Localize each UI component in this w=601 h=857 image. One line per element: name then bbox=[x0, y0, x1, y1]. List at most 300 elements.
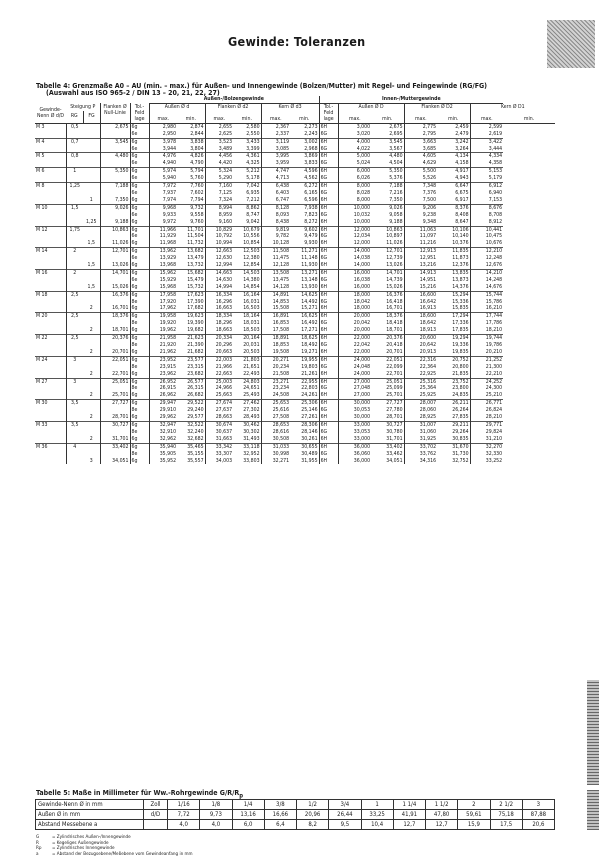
table-cell: 17,786 bbox=[470, 320, 503, 327]
table-row bbox=[35, 421, 555, 428]
table-row bbox=[35, 443, 555, 450]
table-cell: 14,000 bbox=[338, 248, 371, 255]
table-cell: 20,503 bbox=[243, 348, 260, 355]
thread-size-cell bbox=[35, 131, 66, 138]
table4 bbox=[35, 96, 555, 464]
size-cell: 1 1/2 bbox=[426, 800, 458, 810]
table-cell: 23,952 bbox=[149, 356, 177, 363]
table-cell: 2,367 bbox=[261, 123, 290, 130]
table-cell: 2,874 bbox=[190, 123, 204, 130]
table-cell: 16,503 bbox=[243, 305, 260, 312]
table-cell: 35,940 bbox=[149, 443, 177, 450]
table-cell: 9,933 bbox=[149, 212, 177, 219]
table-cell: 6H bbox=[319, 240, 338, 247]
table-cell: 31,493 bbox=[243, 435, 260, 442]
table-row bbox=[35, 378, 555, 385]
table-cell: 6G bbox=[319, 277, 338, 284]
table-cell: 13,962 bbox=[149, 248, 177, 255]
col-header-flanken-spacer bbox=[100, 116, 130, 123]
table-cell bbox=[66, 342, 83, 349]
table-cell: 14,951 bbox=[404, 277, 437, 284]
table-cell: 6g bbox=[130, 226, 149, 233]
table-cell: 15,835 bbox=[452, 305, 469, 312]
table-cell: 6G bbox=[319, 175, 338, 182]
table-cell: 11,968 bbox=[149, 240, 177, 247]
table-cell: 17,508 bbox=[261, 327, 290, 334]
table-cell: 4,480 bbox=[371, 153, 404, 160]
table-cell: 2,479 bbox=[455, 130, 469, 137]
table-cell: 6g bbox=[130, 248, 149, 255]
table-cell: 5,290 bbox=[205, 175, 233, 182]
table-cell: 6g bbox=[130, 378, 149, 385]
table-cell bbox=[83, 356, 100, 363]
table-cell: 18,000 bbox=[338, 291, 371, 298]
table-cell: 6H bbox=[319, 371, 338, 378]
table-cell: 25,306 bbox=[290, 400, 319, 407]
table-cell: 3,545 bbox=[371, 138, 404, 145]
table-cell bbox=[100, 407, 130, 414]
table-cell: 1 bbox=[89, 196, 93, 203]
legend-key: G bbox=[36, 835, 40, 840]
table-cell: 18,600 bbox=[404, 313, 437, 320]
table-cell bbox=[66, 146, 83, 153]
table-cell: 26,264 bbox=[452, 407, 469, 414]
table-cell: 15,968 bbox=[149, 284, 177, 291]
table-cell: 12,913 bbox=[404, 248, 437, 255]
table-cell: 6e bbox=[130, 255, 149, 262]
outer-diameter-cell: 26,44 bbox=[329, 810, 361, 820]
table-row bbox=[35, 414, 555, 421]
table-cell bbox=[66, 371, 83, 378]
table-cell bbox=[83, 385, 100, 392]
table-cell: 17,271 bbox=[301, 327, 318, 334]
table-cell: 18,418 bbox=[386, 320, 403, 327]
table-cell: 2,337 bbox=[261, 131, 290, 138]
table-cell: 21,966 bbox=[205, 364, 233, 371]
col-header-max: max. bbox=[261, 116, 290, 123]
row-unit: Zoll bbox=[144, 800, 168, 810]
table-cell: 6g bbox=[130, 123, 149, 130]
col-header-aussen-d: Außen Ø d bbox=[149, 103, 205, 110]
table-cell: 12,854 bbox=[243, 262, 260, 269]
table-cell: 8e bbox=[130, 385, 149, 392]
table-cell: 7,823 bbox=[304, 211, 318, 218]
table-cell: 15,026 bbox=[100, 284, 130, 291]
table-cell: 28,306 bbox=[290, 421, 319, 428]
table-cell bbox=[100, 277, 130, 284]
table-cell: 10,679 bbox=[233, 226, 261, 233]
table-cell: 11,701 bbox=[177, 226, 205, 233]
table-cell: 30,655 bbox=[290, 443, 319, 450]
table-row bbox=[35, 305, 555, 312]
table-cell: 20,271 bbox=[261, 356, 290, 363]
table-cell: 24,803 bbox=[233, 378, 261, 385]
table-row bbox=[35, 168, 555, 175]
table-cell: 22,364 bbox=[404, 364, 437, 371]
table-cell: 18,296 bbox=[205, 320, 233, 327]
table-cell: 26,315 bbox=[187, 385, 204, 392]
table-cell: 32,962 bbox=[149, 436, 177, 443]
table-cell: 20,418 bbox=[386, 342, 403, 348]
col-header-aussen-D: Außen Ø D bbox=[338, 103, 404, 110]
table-row bbox=[35, 451, 555, 458]
table-cell bbox=[100, 233, 130, 240]
table-cell: 15,026 bbox=[386, 283, 403, 290]
table-cell: 7,125 bbox=[205, 190, 233, 197]
thread-size-cell bbox=[35, 160, 66, 167]
table-row bbox=[35, 262, 555, 269]
table-cell: 23,682 bbox=[187, 370, 204, 377]
table-cell: 6g bbox=[130, 269, 149, 276]
table-cell: 18,663 bbox=[205, 327, 233, 334]
table-row bbox=[35, 277, 555, 284]
distance-cell: 12,7 bbox=[393, 820, 425, 830]
table-cell: 5,940 bbox=[149, 175, 177, 182]
table-cell: 11,508 bbox=[261, 248, 290, 255]
table-cell: 23,915 bbox=[149, 364, 177, 371]
table-row bbox=[35, 429, 555, 436]
table-cell: 13,148 bbox=[301, 276, 318, 283]
table-cell: 6H bbox=[319, 400, 338, 407]
table-cell: 11,097 bbox=[404, 233, 437, 240]
table-cell: 5,974 bbox=[149, 168, 177, 175]
table-cell: 1,5 bbox=[87, 262, 95, 269]
col-header-min: min. bbox=[371, 116, 404, 123]
table-cell: 28,616 bbox=[261, 429, 290, 436]
table-cell: 25,364 bbox=[404, 385, 437, 392]
table-cell bbox=[83, 183, 100, 190]
table-cell: 29,962 bbox=[149, 414, 177, 421]
table-cell: 31,925 bbox=[404, 436, 437, 443]
table-cell: 32,910 bbox=[149, 429, 177, 436]
table-cell: 5,350 bbox=[371, 168, 404, 175]
table-cell: 33,402 bbox=[100, 443, 130, 450]
table-cell: 6G bbox=[319, 407, 338, 414]
col-header-kern-d3: Kern Ø d3 bbox=[261, 103, 319, 110]
table-cell: 14,994 bbox=[205, 284, 233, 291]
table-cell: 3,545 bbox=[100, 138, 130, 145]
table-cell: 30,727 bbox=[100, 421, 130, 428]
table-cell: 36,000 bbox=[338, 443, 371, 450]
size-cell: 1/4 bbox=[232, 800, 264, 810]
distance-cell: 9,5 bbox=[329, 820, 361, 830]
table-cell: 35,952 bbox=[149, 458, 177, 465]
legend-text: = Kegeliges Außengewinde bbox=[52, 840, 109, 846]
table-row bbox=[35, 299, 555, 306]
table-cell: 5,178 bbox=[246, 175, 260, 182]
thread-size-cell bbox=[35, 219, 66, 226]
table-cell: 12,951 bbox=[404, 255, 437, 262]
table-cell: 22,803 bbox=[301, 385, 318, 392]
table-cell: 15,786 bbox=[470, 299, 503, 306]
table-cell: 2,459 bbox=[455, 123, 469, 130]
thread-size-cell bbox=[35, 299, 66, 306]
table-cell: 7,350 bbox=[100, 197, 130, 204]
table-cell: 6e bbox=[130, 160, 149, 167]
table-cell: 20,701 bbox=[100, 349, 130, 356]
table-row bbox=[35, 197, 555, 204]
table-cell: 23,234 bbox=[261, 385, 290, 392]
table-cell: 4,022 bbox=[338, 146, 371, 153]
table-cell: 16,296 bbox=[205, 299, 233, 306]
table-cell: 11,216 bbox=[404, 240, 437, 247]
table-cell: 3,002 bbox=[290, 138, 319, 145]
table-cell: 6,000 bbox=[338, 168, 371, 175]
table-cell: 30,000 bbox=[338, 400, 371, 407]
table-cell: 17,294 bbox=[437, 313, 470, 320]
table-cell: 18,376 bbox=[100, 313, 130, 320]
table-cell bbox=[100, 364, 130, 371]
thread-size-cell bbox=[35, 451, 66, 458]
table-cell: 8e bbox=[130, 429, 149, 436]
thread-size-cell: M 12 bbox=[35, 226, 66, 233]
table-cell bbox=[66, 277, 83, 284]
table-cell: 18,376 bbox=[371, 313, 404, 320]
table-cell: 17,920 bbox=[149, 299, 177, 306]
table-cell: 24,835 bbox=[452, 392, 469, 399]
table-cell: 22,051 bbox=[371, 356, 404, 363]
col-header-max: max. bbox=[404, 116, 437, 123]
table-cell: 6g bbox=[130, 414, 149, 421]
outer-diameter-cell: 20,96 bbox=[297, 810, 329, 820]
table-cell: 8e bbox=[130, 451, 149, 458]
table-cell: 13,835 bbox=[437, 269, 470, 276]
table-cell: 6H bbox=[319, 219, 338, 226]
outer-diameter-cell: 9,73 bbox=[200, 810, 232, 820]
table-cell bbox=[66, 233, 83, 240]
table-cell: 16,376 bbox=[100, 291, 130, 298]
table-cell: 6G bbox=[319, 212, 338, 219]
thread-size-cell: M 22 bbox=[35, 335, 66, 342]
table-cell: 31,955 bbox=[301, 457, 318, 464]
table-cell: 8,862 bbox=[233, 204, 261, 211]
table-cell: 9,160 bbox=[205, 219, 233, 226]
table-cell: 12,376 bbox=[452, 262, 469, 269]
table-cell: 6g bbox=[130, 436, 149, 443]
table-cell bbox=[66, 414, 83, 421]
table-cell: 6,165 bbox=[304, 189, 318, 196]
table-cell: 3,959 bbox=[261, 160, 290, 167]
table-cell: 26,577 bbox=[177, 378, 205, 385]
table-cell: 7,188 bbox=[100, 183, 130, 190]
table-cell: 11,026 bbox=[100, 240, 130, 247]
table-cell: 5,153 bbox=[470, 168, 503, 175]
table-cell: 6g bbox=[130, 458, 149, 465]
table-cell: 6,747 bbox=[261, 197, 290, 204]
table-cell: 30,674 bbox=[205, 421, 233, 428]
table-cell bbox=[83, 233, 100, 240]
table-row bbox=[35, 436, 555, 443]
table-cell: 10,829 bbox=[205, 226, 233, 233]
table-cell: 3,119 bbox=[261, 138, 290, 145]
table-cell: 29,211 bbox=[437, 421, 470, 428]
table-cell: 3,399 bbox=[246, 145, 260, 152]
table-cell: 30,261 bbox=[301, 435, 318, 442]
table-cell: 12,000 bbox=[338, 226, 371, 233]
thread-size-cell: M 18 bbox=[35, 291, 66, 298]
table-cell: 32,682 bbox=[187, 435, 204, 442]
table-cell: 4,134 bbox=[437, 153, 470, 160]
table-cell: 24,000 bbox=[338, 371, 371, 378]
table-cell: 25,653 bbox=[261, 400, 290, 407]
table-cell: 8,000 bbox=[338, 183, 371, 190]
table-cell: 25,316 bbox=[404, 378, 437, 385]
thread-size-cell: M 10 bbox=[35, 204, 66, 211]
table-cell: 8,959 bbox=[205, 212, 233, 219]
table-cell bbox=[66, 429, 83, 436]
table-cell: 2,580 bbox=[246, 123, 260, 130]
table-cell: 2,795 bbox=[404, 131, 437, 138]
table-cell: 4,420 bbox=[205, 160, 233, 167]
table-cell: 27,000 bbox=[338, 378, 371, 385]
table-cell: 21,962 bbox=[149, 349, 177, 356]
table-cell: 19,682 bbox=[187, 327, 204, 334]
outer-diameter-cell: 16,66 bbox=[264, 810, 296, 820]
table-cell bbox=[66, 385, 83, 392]
col-header-tol-outer: Tol.-Feld bbox=[130, 103, 149, 116]
table-cell: 11,929 bbox=[149, 233, 177, 240]
table-cell: 3,833 bbox=[304, 160, 318, 167]
table-cell: 6H bbox=[319, 262, 338, 269]
table-cell: 10,897 bbox=[386, 233, 403, 240]
table-cell: 11,966 bbox=[149, 226, 177, 233]
table-cell: 10,441 bbox=[470, 226, 503, 233]
table-cell: 29,947 bbox=[149, 400, 177, 407]
table-cell: 6G bbox=[319, 429, 338, 436]
table-cell: 16,376 bbox=[371, 291, 404, 298]
table-cell: 14,701 bbox=[100, 269, 130, 276]
table-cell: 2,550 bbox=[246, 130, 260, 137]
outer-diameter-cell: 33,25 bbox=[361, 810, 393, 820]
table-cell: 6H bbox=[319, 458, 338, 465]
table-cell: 20,642 bbox=[404, 342, 437, 349]
table-cell: 6g bbox=[130, 153, 149, 160]
table-cell: 7,153 bbox=[470, 197, 503, 204]
table-cell: 4,605 bbox=[404, 153, 437, 160]
table-cell: 6e bbox=[130, 233, 149, 240]
table-cell: 6g bbox=[130, 262, 149, 269]
table-cell: 6g bbox=[130, 291, 149, 298]
table-cell: 21,261 bbox=[301, 370, 318, 377]
table-cell: 10,863 bbox=[371, 226, 404, 233]
table-cell: 10,676 bbox=[470, 240, 503, 247]
thread-size-cell bbox=[35, 190, 66, 197]
table-cell: 6G bbox=[319, 131, 338, 138]
table-row bbox=[36, 810, 555, 820]
legend-text: = Zylindrisches Außen-/Innengewinde bbox=[52, 835, 131, 840]
thread-size-cell: M 3 bbox=[36, 123, 45, 130]
table-cell: 6g bbox=[130, 204, 149, 211]
table-cell: 15,682 bbox=[177, 269, 205, 276]
table-row bbox=[36, 820, 555, 830]
table-cell: 3,995 bbox=[261, 153, 290, 160]
table-cell: 19,336 bbox=[452, 342, 469, 348]
table-cell: 18,492 bbox=[301, 342, 318, 348]
table-cell: 31,033 bbox=[261, 443, 290, 450]
table-row bbox=[35, 327, 555, 334]
table-cell: 8e bbox=[130, 299, 149, 306]
table-cell bbox=[83, 190, 100, 197]
table-cell: 4,504 bbox=[389, 160, 403, 167]
table-cell: 24,300 bbox=[470, 385, 503, 392]
table-cell bbox=[83, 204, 100, 211]
table-cell: 6H bbox=[319, 349, 338, 356]
table-cell: 18,164 bbox=[233, 313, 261, 320]
table-cell: 34,316 bbox=[404, 458, 437, 465]
table-cell: 8,912 bbox=[470, 219, 503, 226]
table-cell: 4,747 bbox=[261, 168, 290, 175]
table-cell: 28,653 bbox=[261, 421, 290, 428]
table-cell: 3,5 bbox=[66, 400, 83, 407]
table-cell bbox=[66, 305, 83, 312]
table-row bbox=[35, 131, 555, 138]
table-cell: 16,038 bbox=[338, 277, 371, 284]
table5 bbox=[35, 799, 555, 830]
table-cell: 6,940 bbox=[470, 190, 503, 197]
table-cell: 13,026 bbox=[386, 262, 403, 269]
table-cell bbox=[100, 451, 130, 458]
table-cell: 9,058 bbox=[389, 211, 403, 218]
table-cell: 8,028 bbox=[338, 190, 371, 197]
table-cell: 10,000 bbox=[338, 204, 371, 211]
table-cell: 21,803 bbox=[233, 356, 261, 363]
table-cell: 6H bbox=[319, 436, 338, 443]
table-cell: 4,325 bbox=[246, 160, 260, 167]
table-cell: 28,007 bbox=[404, 400, 437, 407]
table-cell: 15,271 bbox=[301, 305, 318, 312]
distance-cell: 12,7 bbox=[426, 820, 458, 830]
table5-title-sub: p bbox=[239, 793, 244, 800]
table-cell bbox=[83, 335, 100, 342]
thread-size-cell: M 8 bbox=[35, 183, 66, 190]
table-cell bbox=[100, 146, 130, 153]
table-cell bbox=[83, 299, 100, 306]
table-cell: 14,891 bbox=[261, 291, 290, 298]
table-cell: 13,929 bbox=[149, 255, 177, 262]
table-cell: 30,835 bbox=[452, 435, 469, 442]
table-cell: 8,408 bbox=[455, 211, 469, 218]
table-cell: 6H bbox=[319, 138, 338, 145]
table-cell bbox=[83, 123, 100, 130]
table-cell: 29,577 bbox=[187, 414, 204, 421]
thread-size-cell: M 36 bbox=[35, 443, 66, 450]
table-cell: 19,920 bbox=[149, 320, 177, 327]
table-row bbox=[35, 371, 555, 378]
table-cell: 10,376 bbox=[452, 240, 469, 247]
table-cell: 32,522 bbox=[177, 421, 205, 428]
table-cell: 20,701 bbox=[386, 348, 403, 355]
col-header-steigung: Steigung P bbox=[70, 103, 96, 110]
thread-size-cell bbox=[35, 371, 66, 378]
table-cell: 6H bbox=[319, 168, 338, 175]
size-cell: 3/8 bbox=[264, 800, 296, 810]
table-cell: 14,676 bbox=[470, 284, 503, 291]
thread-size-cell bbox=[35, 429, 66, 436]
table-cell: 6,026 bbox=[338, 175, 371, 182]
table-cell: 33,762 bbox=[404, 451, 437, 458]
table-cell: 6G bbox=[319, 385, 338, 392]
table-cell: 11,732 bbox=[187, 240, 204, 247]
table-cell: 33,252 bbox=[470, 458, 503, 465]
table-cell: 16,000 bbox=[338, 269, 371, 276]
table-cell: 6g bbox=[130, 313, 149, 320]
table-row bbox=[35, 204, 555, 211]
thread-size-cell bbox=[35, 175, 66, 182]
table-cell: 21,682 bbox=[187, 348, 204, 355]
table-cell bbox=[66, 436, 83, 443]
table-cell: 6H bbox=[319, 123, 338, 130]
table-cell: 8,000 bbox=[338, 197, 371, 204]
